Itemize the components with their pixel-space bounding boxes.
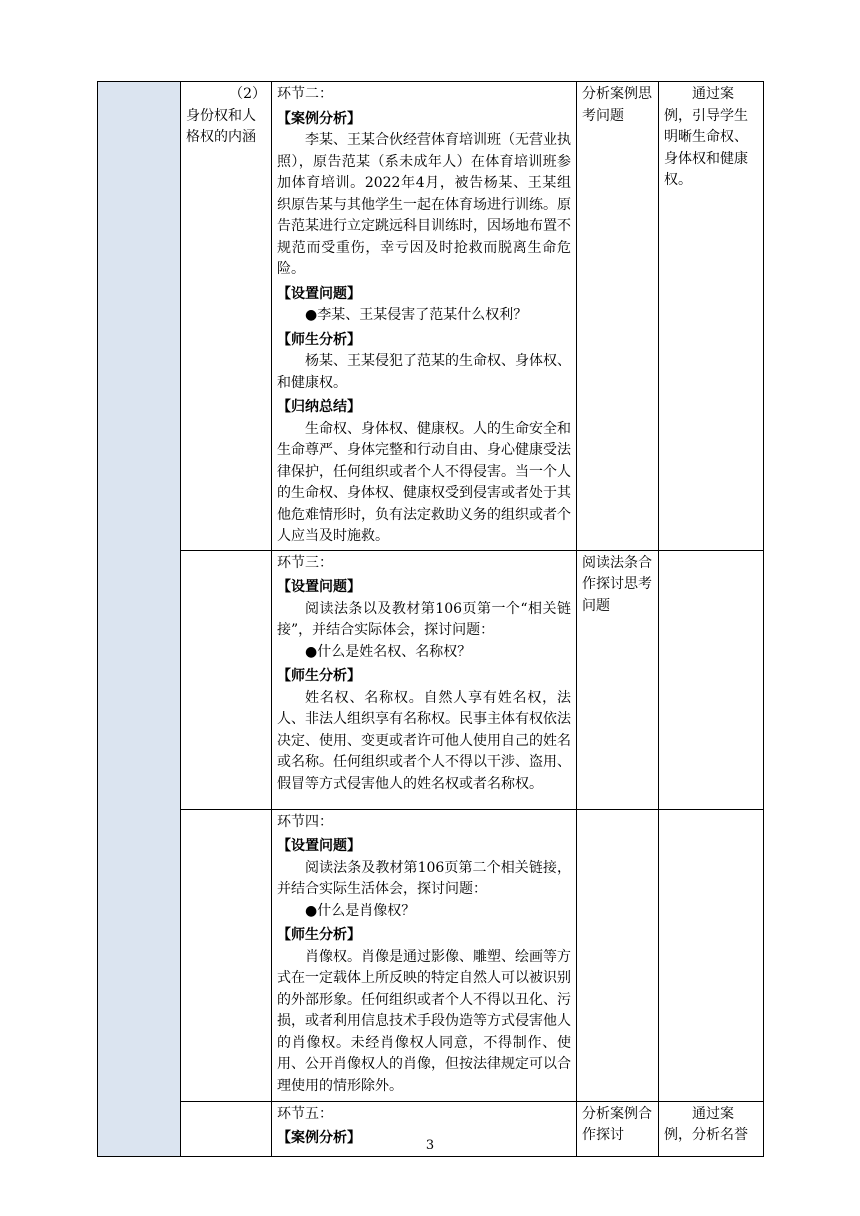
summary-text: 生命权、身体权、健康权。人的生命安全和生命尊严、身体完整和行动自由、身心健康受法律保护，任何组织或者个人不得侵害。当一个人的生命权、身体权、健康权受到侵害或者处于其他危难情形时，负有法定救助义务的组织或者个人应当及时施救。 <box>277 420 571 544</box>
activity-cell-empty <box>577 809 659 1101</box>
intent-cell: 通过案例，引导学生明晰生命权、身体权和健康权。 <box>659 82 764 551</box>
case-text: 李某、王某合伙经营体育培训班（无营业执照），原告范某（系未成年人）在体育培训班参加体育培训。2022年4月，被告杨某、王某组织原告某与其他学生一起在体育场进行训练。原告范某进行立定跳远科目训练时，因场地布置不规范而受重伤，幸亏因及时抢救而脱离生命危险。 <box>277 132 571 277</box>
analysis-text: 杨某、王某侵犯了范某的生命权、身体权、和健康权。 <box>277 353 571 391</box>
summary-heading: 【归纳总结】 <box>277 399 361 415</box>
section-number: （2） <box>229 86 266 102</box>
question-text: 阅读法条及教材第106页第二个相关链接，并结合实际生活体会，探讨问题： <box>277 859 571 897</box>
analysis-heading: 【师生分析】 <box>277 331 361 348</box>
question-heading: 【设置问题】 <box>277 838 361 854</box>
section-cell-empty <box>181 550 272 809</box>
question-heading: 【设置问题】 <box>277 285 361 302</box>
shaded-stage-column <box>98 82 181 1157</box>
analysis-text: 姓名权、名称权。自然人享有姓名权，法人、非法人组织享有名称权。民事主体有权依法决定、使用、变更或者许可他人使用自己的姓名或名称。任何组织或者个人不得以干涉、盗用、假冒等方式侵害他人的姓名权或者名称权。 <box>277 689 571 792</box>
content-cell-block-2 <box>272 82 577 551</box>
node-label: 环节五： <box>277 1105 333 1122</box>
table-row-block-2 <box>98 82 764 551</box>
question-bullet: ●什么是姓名权、名称权？ <box>305 643 472 660</box>
lesson-plan-table <box>97 81 764 1157</box>
analysis-heading: 【师生分析】 <box>277 927 361 943</box>
node-label: 环节二： <box>277 86 333 102</box>
section-cell-empty <box>181 809 272 1101</box>
table-row-block-4 <box>98 809 764 1101</box>
node-label: 环节三： <box>277 554 333 571</box>
section-title: 身份权和人格权的内涵 <box>186 107 256 145</box>
node-label: 环节四： <box>277 813 333 830</box>
intent-cell-empty <box>659 809 764 1101</box>
analysis-heading: 【师生分析】 <box>277 668 361 684</box>
page-number: 3 <box>425 1138 435 1153</box>
content-cell-block-4 <box>272 809 577 1101</box>
case-heading: 【案例分析】 <box>277 110 361 127</box>
question-text: 阅读法条以及教材第106页第一个“相关链接”，并结合实际体会，探讨问题： <box>277 600 571 638</box>
activity-cell: 分析案例合作探讨 <box>577 1101 659 1156</box>
table-row-block-3 <box>98 550 764 809</box>
case-heading: 【案例分析】 <box>277 1130 361 1146</box>
question-heading: 【设置问题】 <box>277 579 361 595</box>
intent-cell: 通过案例，分析名誉 <box>659 1101 764 1156</box>
content-cell-block-3 <box>272 550 577 809</box>
analysis-text: 肖像权。肖像是通过影像、雕塑、绘画等方式在一定载体上所反映的特定自然人可以被识别的外部形象。任何组织或者个人不得以丑化、污损，或者利用信息技术手段伪造等方式侵害他人的肖像权。未经肖像权人同意，不得制作、使用、公开肖像权人的肖像，但按法律规定可以合理使用的情形除外。 <box>277 948 571 1094</box>
section-cell <box>181 82 272 551</box>
question-bullet: ●什么是肖像权？ <box>305 902 416 919</box>
intent-cell-empty <box>659 550 764 809</box>
question-text: ●李某、王某侵害了范某什么权利？ <box>305 307 528 323</box>
activity-cell: 阅读法条合作探讨思考问题 <box>577 550 659 809</box>
activity-cell: 分析案例思考问题 <box>577 82 659 551</box>
